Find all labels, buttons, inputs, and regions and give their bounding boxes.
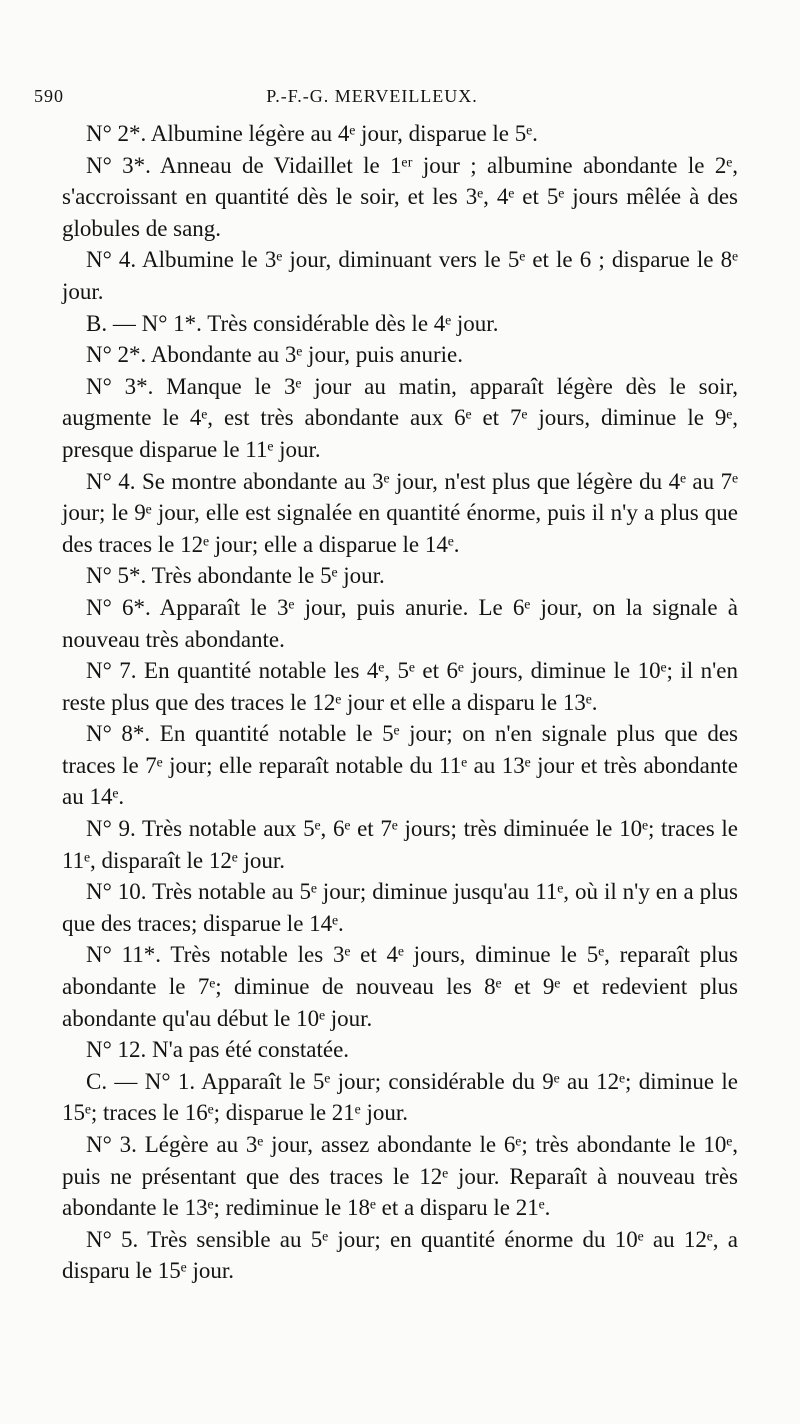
paragraph-b-n8: N° 8*. En quantité notable le 5ᵉ jour; on n'en signale plus que des traces le 7ᵉ jour; elle reparaît notable du 11ᵉ au 13ᵉ jour et très abondante au 14ᵉ. [62,721,738,810]
page-number: 590 [34,86,64,106]
paragraph-b-n6: N° 6*. Apparaît le 3ᵉ jour, puis anurie. Le 6ᵉ jour, on la signale à nouveau très abondante. [62,594,738,652]
paragraph-b-n12: N° 12. N'a pas été constatée. [86,1037,350,1063]
page-header [34,86,710,114]
paragraph-b-n2: N° 2*. Abondante au 3ᵉ jour, puis anurie. [86,342,463,368]
paragraph-b-n10: N° 10. Très notable au 5ᵉ jour; diminue jusqu'au 11ᵉ, où il n'y en a plus que des traces; disparue le 14ᵉ. [62,879,738,936]
paragraph-b-n7: N° 7. En quantité notable les 4ᵉ, 5ᵉ et 6ᵉ jours, diminue le 10ᵉ; il n'en reste plus que des traces le 12ᵉ jour et elle a disparu le 13ᵉ. [62,658,738,715]
paragraph-n3: N° 3*. Anneau de Vidaillet le 1ᵉʳ jour ; albumine abondante le 2ᵉ, s'accroissant en quantité dès le soir, et les 3ᵉ, 4ᵉ et 5ᵉ jours mêlée à des globules de sang. [62,152,738,241]
running-title: P.-F.-G. MERVEILLEUX. [266,86,478,106]
paragraph-c-n5: N° 5. Très sensible au 5ᵉ jour; en quantité énorme du 10ᵉ au 12ᵉ, a disparu le 15ᵉ jour. [62,1226,738,1284]
paragraph-b-n3: N° 3*. Manque le 3ᵉ jour au matin, apparaît légère dès le soir, augmente le 4ᵉ, est très abondante aux 6ᵉ et 7ᵉ jours, diminue le 9ᵉ, presque disparue le 11ᵉ jour. [62,373,738,462]
paragraph-b-n5: N° 5*. Très abondante le 5ᵉ jour. [86,563,385,589]
paragraph-b-n4: N° 4. Se montre abondante au 3ᵉ jour, n'est plus que légère du 4ᵉ au 7ᵉ jour; le 9ᵉ jour, elle est signalée en quantité énorme, puis il n'y a plus que des traces le 12ᵉ jour; elle a disparue le 14ᵉ. [62,468,738,557]
paragraph-n4: N° 4. Albumine le 3ᵉ jour, diminuant vers le 5ᵉ et le 6 ; disparue le 8ᵉ jour. [62,247,738,304]
paragraph-n2: N° 2*. Albumine légère au 4ᵉ jour, disparue le 5ᵉ. [86,121,538,146]
paragraph-c-n1: C. — N° 1. Apparaît le 5ᵉ jour; considérable du 9ᵉ au 12ᵉ; diminue le 15ᵉ; traces le 16ᵉ; disparue le 21ᵉ jour. [62,1068,738,1126]
paragraph-b-n9: N° 9. Très notable aux 5ᵉ, 6ᵉ et 7ᵉ jours; très diminuée le 10ᵉ; traces le 11ᵉ, disparaît le 12ᵉ jour. [62,816,738,873]
paragraph-b-n11: N° 11*. Très notable les 3ᵉ et 4ᵉ jours, diminue le 5ᵉ, reparaît plus abondante le 7ᵉ; diminue de nouveau les 8ᵉ et 9ᵉ et redevient plus abondante qu'au début le 10ᵉ jour. [62,942,738,1031]
paragraph-c-n3: N° 3. Légère au 3ᵉ jour, assez abondante le 6ᵉ; très abondante le 10ᵉ, puis ne présentant que des traces le 12ᵉ jour. Reparaît à nouveau très abondante le 13ᵉ; rediminue le 18ᵉ et a disparu le 21ᵉ. [62,1132,738,1221]
paragraph-b-n1: B. — N° 1*. Très considérable dès le 4ᵉ jour. [86,310,499,336]
page-body [62,118,738,1287]
